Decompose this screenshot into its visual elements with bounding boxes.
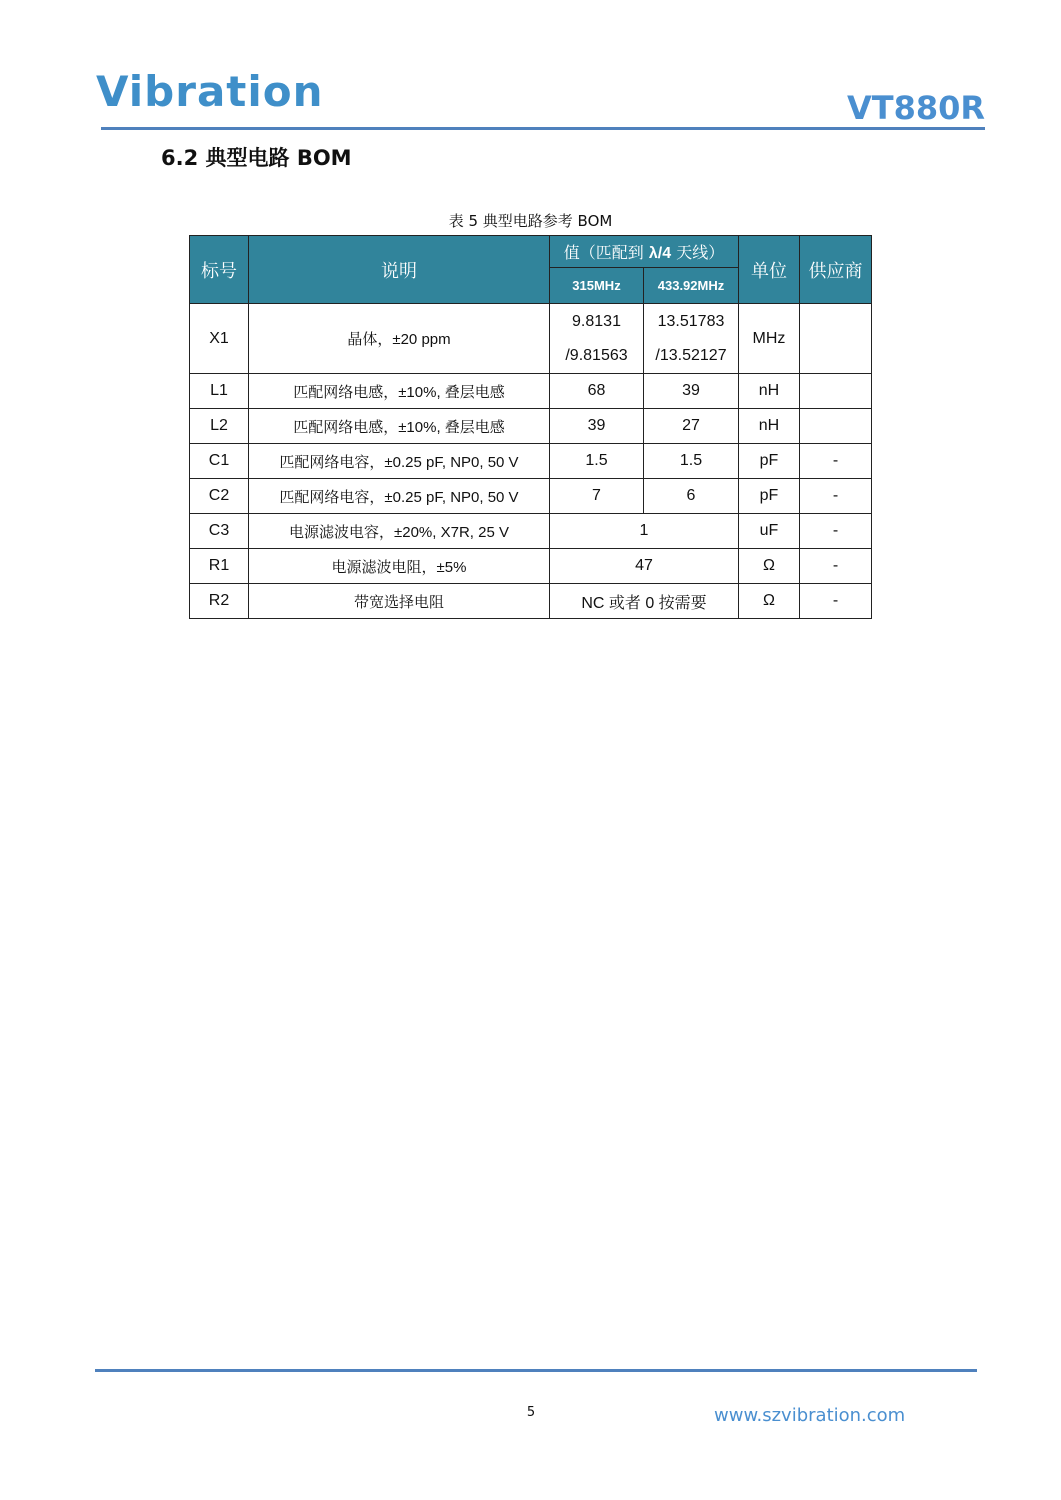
footer-divider [95,1369,977,1372]
value-433-line1: 13.51783 [657,312,725,330]
value-315-line1: 9.8131 [572,312,621,330]
cell-desc: 匹配网络电容，±0.25 pF, NP0, 50 V [249,444,550,479]
cell-value-315: 1.5 [550,444,644,479]
cell-supplier: - [800,549,872,584]
table-row [190,584,872,619]
ref-text: X1 [209,329,229,347]
cell-ref: L1 [190,374,249,409]
table-row [190,409,872,444]
cell-desc: 晶体，±20 ppm [249,304,550,374]
header-value-lambda: λ/4 [648,245,672,262]
header-supplier: 供应商 [800,236,872,304]
cell-supplier [800,374,872,409]
cell-desc: 电源滤波电阻，±5% [249,549,550,584]
cell-desc: 电源滤波电容，±20%, X7R, 25 V [249,514,550,549]
table-row [190,549,872,584]
cell-desc: 带宽选择电阻 [249,584,550,619]
cell-unit: nH [739,409,800,444]
cell-ref: R2 [190,584,249,619]
table-row [190,304,872,374]
table-row [190,444,872,479]
cell-unit: pF [739,444,800,479]
cell-value-433: 1.5 [644,444,739,479]
cell-value-433 [644,304,739,374]
cell-ref: C1 [190,444,249,479]
cell-unit: uF [739,514,800,549]
header-freq-433: 433.92MHz [644,268,739,304]
table-row [190,514,872,549]
header-divider [101,127,985,130]
table-caption: 表 5 典型电路参考 BOM [448,212,613,230]
model-name: VT880R [846,89,985,127]
cell-supplier [800,409,872,444]
website-link[interactable]: www.szvibration.com [714,1405,906,1426]
cell-supplier: - [800,584,872,619]
header-value-group [550,236,739,268]
cell-unit: pF [739,479,800,514]
cell-value-merged: 47 [550,549,739,584]
cell-value-315: 7 [550,479,644,514]
cell-value-315 [550,304,644,374]
cell-desc: 匹配网络电感，±10%, 叠层电感 [249,409,550,444]
cell-ref: C3 [190,514,249,549]
cell-desc: 匹配网络电容，±0.25 pF, NP0, 50 V [249,479,550,514]
cell-value-433: 27 [644,409,739,444]
cell-value-merged: NC 或者 0 按需要 [550,584,739,619]
value-315-line2: /9.81563 [565,346,628,364]
header-value-prefix: 值（匹配到 [563,243,649,262]
cell-supplier [800,304,872,374]
cell-supplier: - [800,479,872,514]
table-row [190,374,872,409]
cell-supplier: - [800,444,872,479]
cell-value-315: 39 [550,409,644,444]
value-433-line2: /13.52127 [655,346,727,364]
cell-desc: 匹配网络电感，±10%, 叠层电感 [249,374,550,409]
table-row [190,479,872,514]
header-ref: 标号 [190,236,249,304]
page-number: 5 [526,1405,536,1420]
header-freq-315: 315MHz [550,268,644,304]
header-unit: 单位 [739,236,800,304]
cell-value-433: 6 [644,479,739,514]
section-title: 6.2 典型电路 BOM [161,146,352,170]
cell-unit [739,304,800,374]
cell-ref: R1 [190,549,249,584]
cell-unit: nH [739,374,800,409]
header-value-suffix: 天线） [671,243,725,262]
unit-text: MHz [752,329,786,347]
bom-table [189,235,872,619]
cell-ref: L2 [190,409,249,444]
header-desc: 说明 [249,236,550,304]
cell-value-merged: 1 [550,514,739,549]
cell-unit: Ω [739,584,800,619]
cell-ref: C2 [190,479,249,514]
vibration-logo: Vibration [96,67,324,116]
cell-supplier: - [800,514,872,549]
cell-unit: Ω [739,549,800,584]
cell-value-315: 68 [550,374,644,409]
cell-value-433: 39 [644,374,739,409]
cell-ref [190,304,249,374]
